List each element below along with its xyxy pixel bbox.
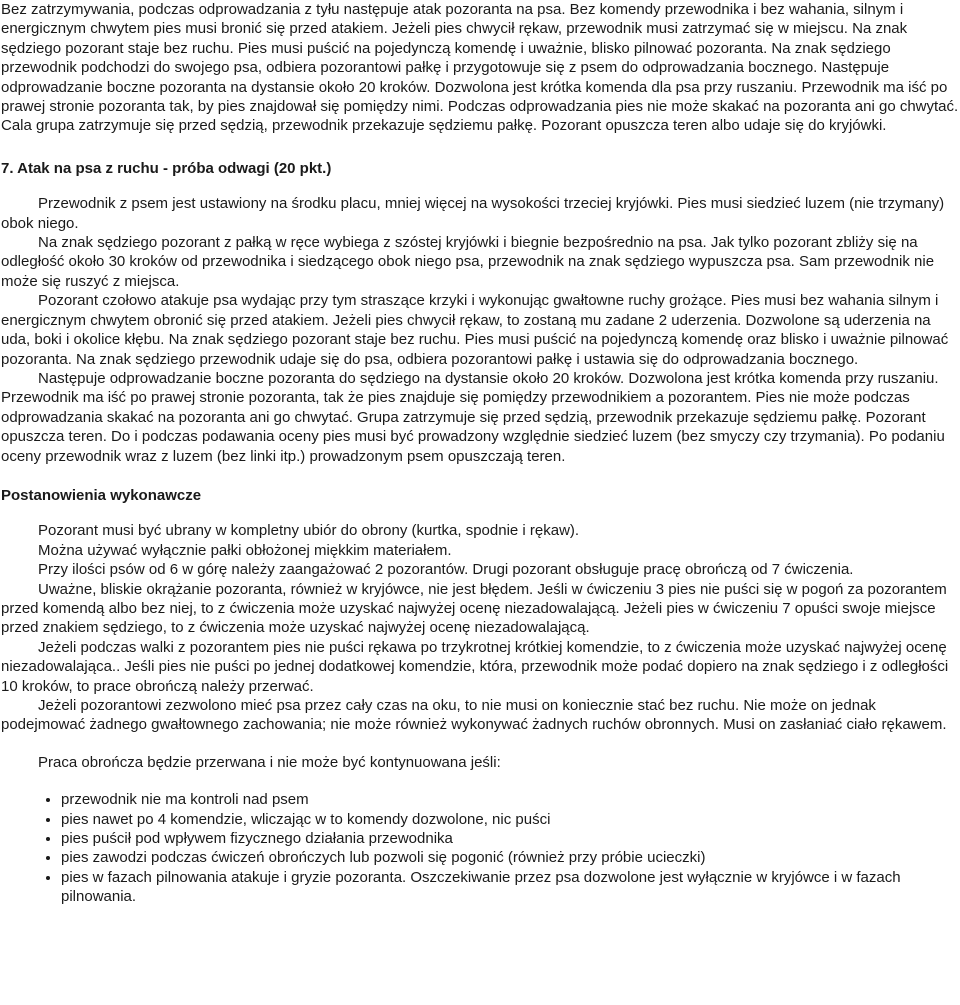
section-7-paragraph: Pozorant czołowo atakuje psa wydając przy tym straszące krzyki i wykonując gwałtowne ruchy grożące. Pies musi bez wahania silnym i energicznym chwytem obronić się przed atakiem. Jeżeli pies chwycił rękaw, to zostaną mu zadane 2 uderzenia. Dozwolone są uderzenia na uda, boki i okolice kłębu. Na znak sędziego pozorant staje bez ruchu. Pies musi puścić na pojedynczą komendę oraz blisko i uważnie pilnować pozoranta. Na znak sędziego przewodnik udaje się do psa, odbiera pozorantowi pałkę i ustawia się do odprowadzania bocznego. [1,292,949,368]
postanowienia-heading: Postanowienia wykonawcze [1,486,202,504]
interrupt-intro: Praca obrończa będzie przerwana i nie może być kontynuowana jeśli: [38,753,501,771]
postanowienia-paragraph: Pozorant musi być ubrany w kompletny ubiór do obrony (kurtka, spodnie i rękaw). [38,522,580,540]
section-7-heading: 7. Atak na psa z ruchu - próba odwagi (20 pkt.) [1,159,332,177]
interrupt-conditions-list [1,790,960,906]
section-7-paragraph: Na znak sędziego pozorant z pałką w ręce wybiega z szóstej kryjówki i biegnie bezpośrednio na psa. Jak tylko pozorant zbliży się na odległość około 30 kroków od przewodnika i siedzącego obok niego psa, przewodnik na znak sędziego wypuszcza psa. Sam przewodnik nie może się ruszyć z miejsca. [1,234,935,290]
postanowienia-paragraph: Jeżeli pozorantowi zezwolono mieć psa przez cały czas na oku, to nie musi on koniecznie stać bez ruchu. Nie może on jednak podejmować żadnego gwałtownego zachowania; nie może również wykonywać żadnych ruchów obronnych. Musi on zasłaniać ciało rękawem. [1,697,947,734]
section-7-paragraph: Następuje odprowadzanie boczne pozoranta do sędziego na dystansie około 20 kroków. Dozwolona jest krótka komenda przy ruszaniu. Przewodnik ma iść po prawej stronie pozoranta, tak że pies znajduje się pomiędzy przewodnikiem a pozorantem. Pies nie może podczas odprowadzania skakać na pozoranta ani go chwytać. Grupa zatrzymuje się przed sędzią, przewodnik przekazuje sędziemu pałkę. Pozorant opuszcza teren. Do i podczas podawania oceny pies musi być prowadzony względnie siedzieć luzem (bez smyczy czy trzymania). Po podaniu oceny przewodnik wraz z luzem (bez linki itp.) prowadzonym psem opuszczają teren. [1,369,945,465]
list-item: • pies zawodzi podczas ćwiczeń obrończych lub pozwoli się pogonić (również przy próbie ucieczki) [61,848,960,867]
section-7-paragraph: Przewodnik z psem jest ustawiony na środku placu, mniej więcej na wysokości trzeciej kryjówki. Pies musi siedzieć luzem (nie trzymany) obok niego. [1,195,945,232]
list-item: • pies w fazach pilnowania atakuje i gryzie pozoranta. Oszczekiwanie przez psa dozwolone jest wyłącznie w kryjówce i w fazach pilnowania. [61,868,960,907]
postanowienia-paragraph: Uważne, bliskie okrążanie pozoranta, również w kryjówce, nie jest błędem. Jeśli w ćwiczeniu 3 pies nie puści się w pogoń za pozorantem przed komendą albo bez niej, to z ćwiczenia może uzyskać najwyżej ocenę niezadowalającą. Jeżeli pies w ćwiczeniu 7 opuści swoje miejsce przed znakiem sędziego, to z ćwiczenia może uzyskać najwyżej ocenę niezadowalającą. [1,580,947,637]
list-item: • pies puścił pod wpływem fizycznego działania przewodnika [61,829,960,848]
list-item: • przewodnik nie ma kontroli nad psem [61,790,960,809]
postanowienia-paragraph: Jeżeli podczas walki z pozorantem pies nie puści rękawa po trzykrotnej krótkiej komendzie, to z ćwiczenia może uzyskać najwyżej ocenę niezadowalająca.. Jeśli pies nie puści po jednej dodatkowej komendzie, która, przewodnik może podać dopiero na znak sędziego i z odległości 10 kroków, to prace obrończą należy przerwać. [1,638,949,695]
list-item: • pies nawet po 4 komendzie, wliczając w to komendy dozwolone, nic puści [61,810,960,829]
intro-paragraph: Bez zatrzymywania, podczas odprowadzania z tyłu następuje atak pozoranta na psa. Bez komendy przewodnika i bez wahania, silnym i energicznym chwytem pies musi bronić się przed atakiem. Jeżeli pies chwycił rękaw, przewodnik musi zatrzymać się w miejscu. Na znak sędziego pozorant staje bez ruchu. Pies musi puścić na pojedynczą komendę i uważnie, blisko pilnować pozoranta. Na znak sędziego przewodnik podchodzi do swojego psa, odbiera pozorantowi pałkę i przygotowuje się z psem do odprowadzania bocznego. Następuje odprowadzanie boczne pozoranta na dystansie około 20 kroków. Dozwolona jest krótka komenda dla psa przy ruszaniu. Przewodnik ma iść po prawej stronie pozoranta tak, by pies znajdował się pomiędzy nimi. Podczas odprowadzania pies nie może skakać na pozoranta ani go chwytać. Cala grupa zatrzymuje się przed sędzią, przewodnik przekazuje sędziemu pałkę. Pozorant opuszcza teren albo udaje się do kryjówki. [1,1,959,135]
postanowienia-paragraph: Przy ilości psów od 6 w górę należy zaangażować 2 pozorantów. Drugi pozorant obsługuje pracę obrończą od 7 ćwiczenia. [38,561,854,579]
postanowienia-paragraph: Można używać wyłącznie pałki obłożonej miękkim materiałem. [38,541,452,559]
